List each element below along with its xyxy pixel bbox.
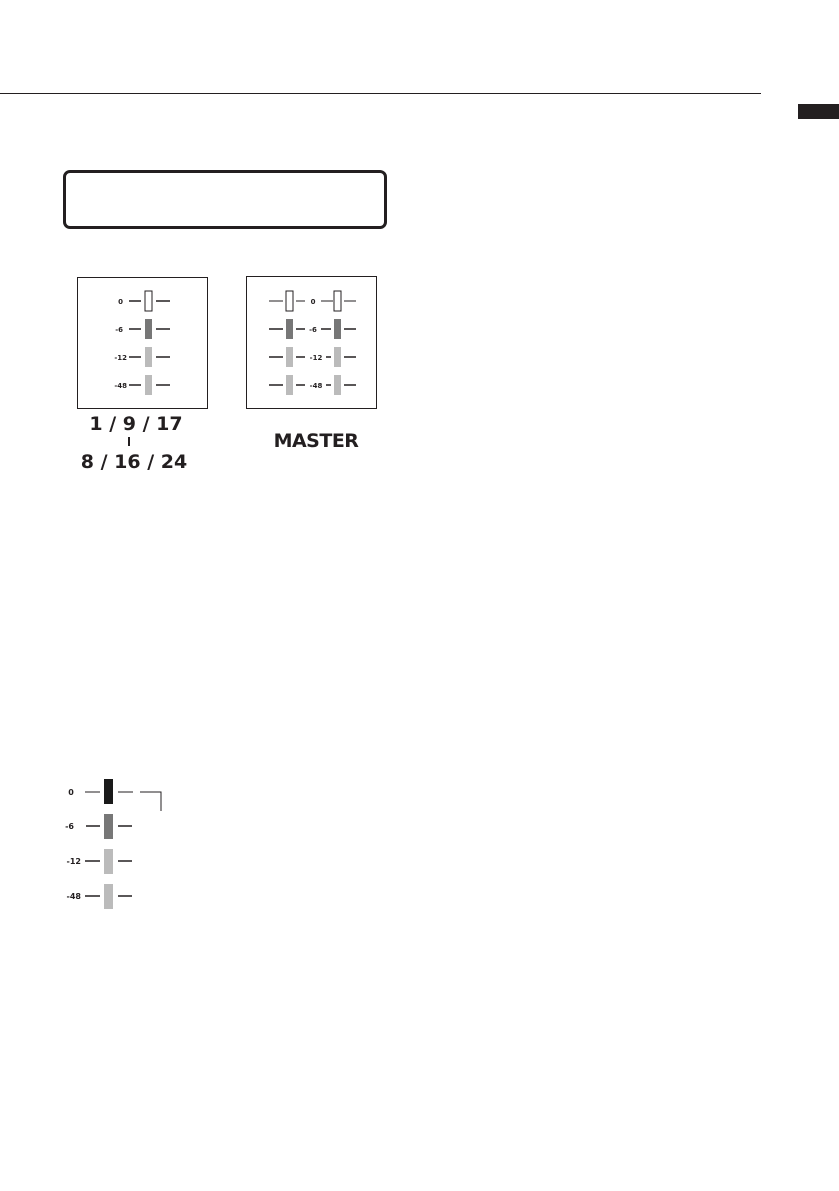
master-level-label-48: -48 [309, 382, 323, 390]
level-led-left-12 [286, 347, 293, 367]
detail-level-label-6: -6 [65, 822, 74, 831]
level-led-right-48 [334, 375, 341, 395]
detail-level-label-48: -48 [66, 892, 81, 901]
level-label-12: -12 [114, 354, 127, 362]
level-led-right-12 [334, 347, 341, 367]
detail-level-label-12: -12 [66, 857, 81, 866]
level-label-0: 0 [118, 298, 123, 306]
peak-led-right [334, 291, 341, 311]
detail-level-led-48 [104, 884, 113, 909]
master-level-label-6: -6 [309, 326, 317, 334]
peak-callout-bracket [140, 792, 161, 811]
channel-range-label-bottom: 8 / 16 / 24 [80, 451, 188, 473]
level-led-48 [145, 375, 152, 395]
level-led-12 [145, 347, 152, 367]
master-label: MASTER [273, 430, 359, 452]
detail-level-led-6 [104, 814, 113, 839]
peak-indicator-detail [55, 775, 235, 915]
channel-meter-panel [77, 277, 208, 409]
master-meter-graphic [247, 277, 378, 410]
level-label-6: -6 [115, 326, 123, 334]
master-level-label-0: 0 [310, 298, 316, 306]
channel-range-label-top: 1 / 9 / 17 [89, 413, 183, 435]
master-level-label-12: -12 [309, 354, 323, 362]
peak-led-lit [104, 779, 113, 804]
master-meter-panel [246, 276, 377, 409]
level-led-6 [145, 319, 152, 339]
level-label-48: -48 [114, 382, 127, 390]
peak-led [145, 291, 152, 311]
header-rule [0, 93, 761, 94]
display-callout-box [63, 170, 387, 229]
channel-meter-graphic [78, 278, 209, 410]
peak-led-left [286, 291, 293, 311]
detail-level-led-12 [104, 849, 113, 874]
section-tab [798, 104, 839, 119]
level-led-left-6 [286, 319, 293, 339]
level-led-right-6 [334, 319, 341, 339]
level-led-left-48 [286, 375, 293, 395]
detail-level-label-0: 0 [68, 788, 74, 797]
range-connector-tick [128, 437, 130, 446]
